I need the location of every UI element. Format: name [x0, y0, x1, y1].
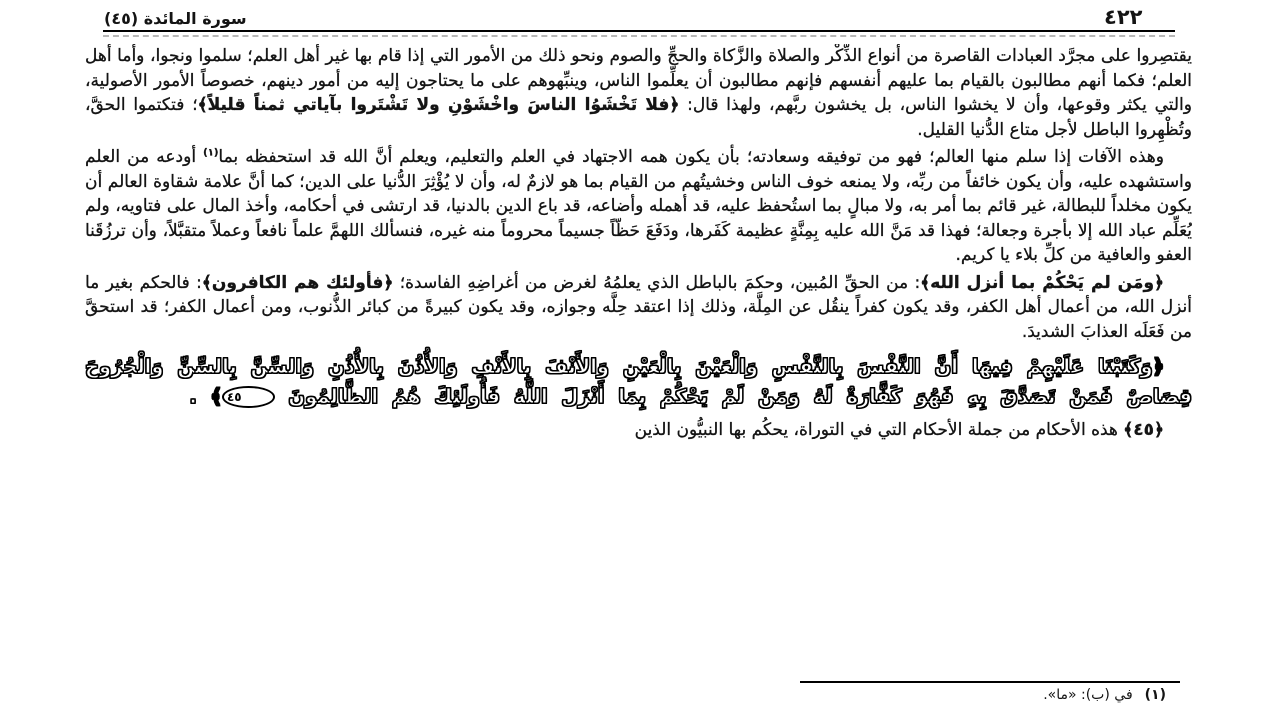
page-body-text: [85, 44, 1192, 678]
page-number: ٤٢٢: [1104, 5, 1143, 29]
quran-quote: ﴿ومَن لم يَحْكُمْ بما أنزل الله﴾: [920, 272, 1164, 293]
footnote-text: في (ب): «ما».: [1043, 687, 1133, 703]
ayah-number-badge: ٤٥: [222, 386, 275, 408]
opening-commentary-paragraph: [85, 44, 1192, 142]
scholar-qualities-paragraph: [85, 145, 1192, 268]
ruling-commentary-paragraph: [85, 271, 1192, 345]
commentary-text: هذه الأحكام من جملة الأحكام التي في التوراة، يحكُم بها النبيُّون الذين: [634, 420, 1124, 440]
header-rule: [103, 30, 1175, 32]
quran-quote: ﴿٤٥﴾: [1123, 420, 1164, 440]
verse-45-commentary-start: [85, 418, 1192, 443]
quran-verse-45: [85, 352, 1192, 412]
header-rule-dashed-echo: [103, 35, 1175, 37]
footnote-reference: (١): [203, 147, 219, 159]
commentary-text: : من الحقِّ المُبين، وحكمَ بالباطل الذي يعلمُهُ لغرض من أغراضِهِ الفاسدة؛: [393, 272, 921, 293]
commentary-text: يقتصِروا على مجرَّد العبادات القاصرة من أنواع الذِّكْر والصلاة والزَّكاة والحجِّ والصوم ونحو ذلك من الأمور التي إذا قام بها غير أهل العلم؛ سلموا ونجوا، وأما أهل العلم؛ فكما أنهم مطالبون بالقيام بما عليهم أنفسهم فإنهم مطالبون أن يعلِّموا الناس، وينبِّهوهم على ما يحتاجون إليه من أمور دينهم، خصوصاً الأمور الأصولية، والتي يكثر وقوعها، وأن لا يخشوا الناس، بل يخشون ربَّهم، ولهذا قال:: [85, 46, 1192, 115]
footnote-marker: (١): [1144, 687, 1166, 703]
quran-quote: ﴿فأولئك هم الكافرون﴾: [201, 272, 394, 293]
commentary-text: أودعه من العلم واستشهده عليه، وأن يكون خائفاً من ربِّه، ولا يمنعه خوف الناس وخشيتُهم من القيام بما هو لازمٌ له، وأن لا يُؤْثِرَ الدُّنيا على الدين؛ كما أنَّ علامة شقاوة العالم أن يكون مخلداً للبطالة، غير قائم بما أمر به، ولا مبالٍ بما استُحفظ عليه، قد أهمله وأضاعه، قد باع الدين بالدنيا، قد ارتشى في أحكامه، وأخذ المال على فتاويه، ولم يُعَلِّم عباد الله إلا بأجرة وجعالة؛ فهذا قد مَنَّ الله عليه بِمِنَّةٍ عظيمة كَفَرها، ودَفَعَ حَظّاً جسيماً محروماً منه غيره، فنسألك اللهمَّ علماً نافعاً وعملاً متقبَّلاً، وأن ترزُقَنا العفو والعافية من كلِّ بلاء يا كريم.: [85, 147, 1192, 265]
footnote-area: [800, 681, 1180, 703]
chapter-title: سورة المائدة (٤٥): [104, 9, 247, 28]
commentary-text: ﴾ .: [189, 385, 222, 408]
quran-quote: ﴿فلا تَخْشَوُا الناسَ واخْشَوْنِ ولا تَشْتَروا بآياتي ثمناً قليلاً﴾: [197, 95, 680, 115]
commentary-text: وهذه الآفات إذا سلم منها العالم؛ فهو من توفيقه وسعادته؛ بأن يكون همه الاجتهاد في العلم والتعليم، ويعلم أنَّ الله قد استحفظه بما: [218, 147, 1164, 167]
commentary-text: : فالحكم بغير ما أنزل الله، من أعمال أهل الكفر، وقد يكون كفراً ينقُل عن المِلَّة، وذلك إذا اعتقد حِلَّه وجوازه، وقد يكون كبيرةً من كبائر الذُّنوب، ومن أعمال الكفر؛ قد استحقَّ من فَعَلَه العذابَ الشديدَ.: [85, 272, 1192, 342]
commentary-text: ؛ فتكتموا الحقَّ، وتُظْهِروا الباطل لأجل متاع الدُّنيا القليل.: [85, 95, 1192, 140]
commentary-text: ﴿وَكَتَبْنَا عَلَيْهِمْ فِيهَا أَنَّ النَّفْسَ بِالنَّفْسِ وَالْعَيْنَ بِالْعَيْنِ وَالأَنْفَ بِالأَنْفِ وَالأُذُنَ بِالأُذُنِ وَالسِّنَّ بِالسِّنِّ وَالْجُرُوحَ قِصَاصٌ فَمَنْ تَصَدَّقَ بِهِ فَهُوَ كَفَّارَةٌ لَهُ وَمَنْ لَمْ يَحْكُمْ بِمَا أَنْزَلَ اللَّهُ فَأُولَئِكَ هُمُ الظَّالِمُونَ: [85, 355, 1192, 408]
